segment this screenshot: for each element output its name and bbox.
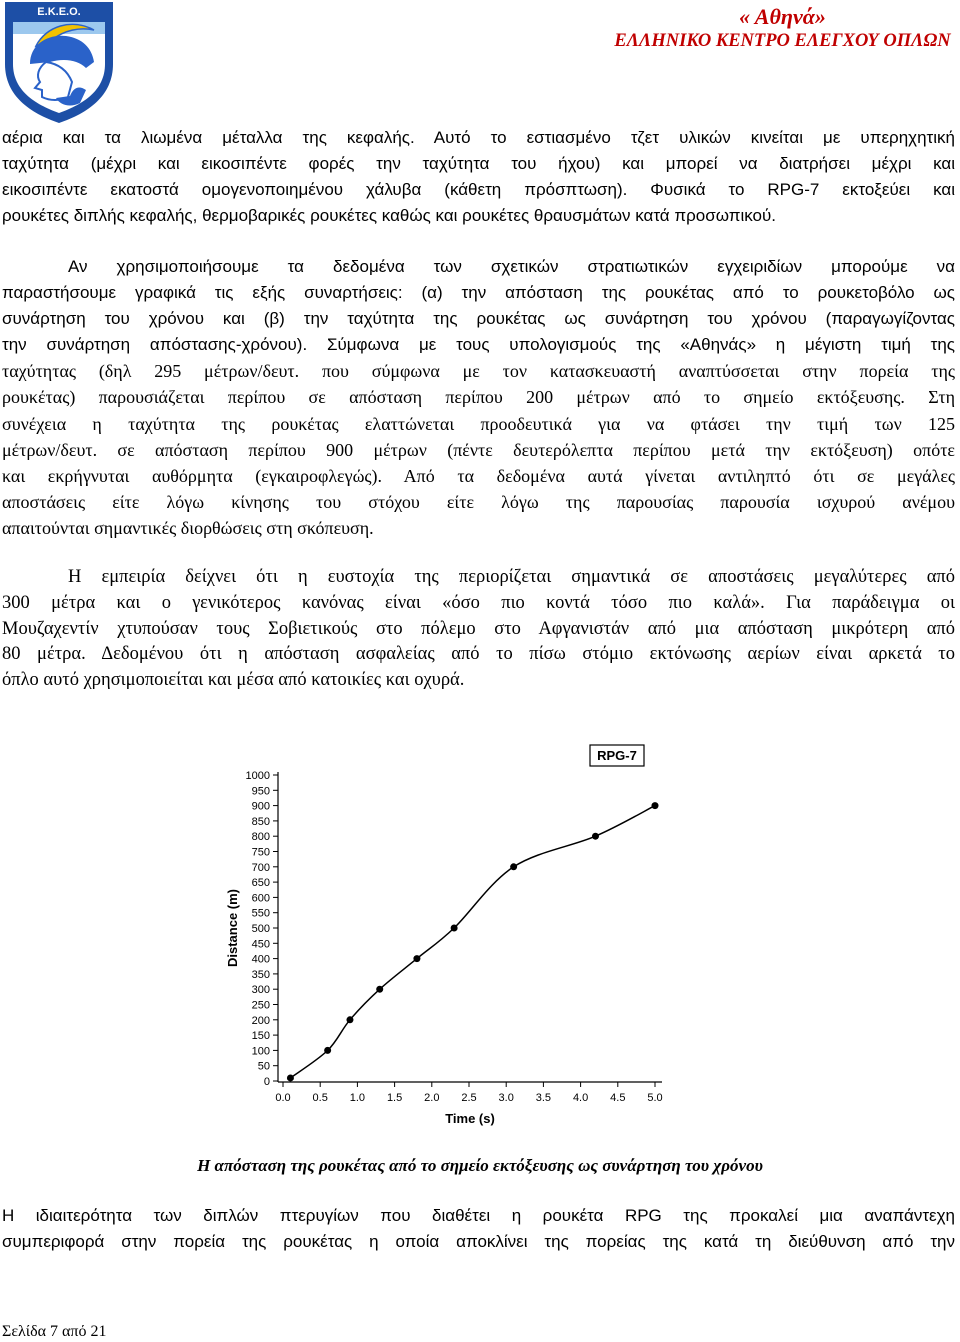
y-tick-label: 1000 (245, 770, 270, 782)
paragraph-1 (2, 125, 955, 229)
data-point (324, 1047, 331, 1054)
y-tick-label: 550 (251, 907, 270, 920)
x-tick-label: 1.5 (386, 1092, 403, 1104)
y-tick-label: 250 (251, 999, 270, 1012)
data-point (451, 925, 458, 932)
paragraph-line: ταχύτητα (μέχρι και εικοσιπέντε φορές την ταχύτητα του ήχου) και μπορεί να διατρήσει μέχρι και (2, 154, 955, 173)
paragraph-line: συνέχεια η ταχύτητα της ρουκέτας ελαττώνεται προοδευτικά για να φτάσει την τιμή των 125 (2, 413, 955, 434)
header-title: « Αθηνά» (739, 4, 826, 29)
paragraph-line: όπλο αυτό χρησιμοποιείται και μέσα από κατοικίες και οχυρά. (2, 670, 465, 691)
x-tick-label: 0.0 (275, 1092, 291, 1104)
paragraph-line: αποστάσεις είτε λόγω κίνησης του στόχου είτε λόγω της παρουσίας παρουσία ισχυρού ανέμου (2, 491, 955, 512)
x-tick-label: 0.5 (312, 1092, 328, 1104)
y-tick-label: 700 (251, 861, 270, 874)
paragraph-line: εικοσιπέντε εκατοστά ομογενοποιημένου χάλυβα (κάθετη πρόσπτωση). Φυσικά το RPG-7 εκτοξεύει και (2, 180, 955, 199)
x-tick-label: 3.0 (498, 1092, 514, 1104)
x-tick-label: 5.0 (647, 1092, 663, 1104)
x-tick-label: 3.5 (535, 1092, 552, 1104)
paragraph-line: μέτρων/δευτ. σε απόσταση περίπου 900 μέτρων (πέντε δευτερόλεπτα περίπου μετά την εκτόξευση) οπότε (2, 439, 955, 460)
figure-caption: Η απόσταση της ρουκέτας από το σημείο εκτόξευσης ως συνάρτηση του χρόνου (197, 1156, 763, 1175)
data-point (287, 1074, 294, 1081)
chart-title: RPG-7 (597, 748, 637, 763)
logo-text: E.K.E.O. (37, 6, 81, 18)
paragraph-line: την συνάρτηση απόστασης-χρόνου). Σύμφωνα με τους υπολογισμούς της «Αθηνάς» η μέγιστη τιμή της (2, 335, 955, 355)
paragraph-3 (2, 565, 955, 694)
y-tick-label: 650 (251, 877, 270, 890)
paragraph-line: ρουκέτες διπλής κεφαλής, θερμοβαρικές ρουκέτες καθώς και ρουκέτες θραυσμάτων κατά προσωπικού. (2, 206, 777, 225)
paragraph-line: παραστήσουμε γραφικά τις εξής συναρτήσεις: (α) την απόσταση της ρουκέτας από το ρουκετοβόλο ως (2, 283, 955, 303)
y-tick-label: 900 (251, 800, 270, 813)
y-tick-label: 600 (251, 892, 270, 905)
paragraph-line: συνάρτηση του χρόνου και (β) την ταχύτητα της ρουκέτας ως συνάρτηση του χρόνου (παραγωγίζοντας (2, 309, 955, 329)
data-point (376, 986, 383, 993)
ekeo-logo (2, 0, 116, 124)
series-line (290, 806, 655, 1078)
data-point (652, 802, 659, 809)
y-tick-label: 850 (251, 815, 270, 828)
distance-time-chart (210, 738, 670, 1138)
paragraph-line: Αν χρησιμοποιήσουμε τα δεδομένα των σχετικών στρατιωτικών εγχειριδίων μπορούμε να (68, 257, 955, 276)
paragraph-line: ταχύτητας (δηλ 295 μέτρων/δευτ. που σύμφωνα με τον κατασκευαστή αναπτύσσεται στην πορεία της (2, 361, 955, 382)
paragraph-line: και εκρήγνυται αυθόρμητα (εγκαιροφλεγώς). Από τα δεδομένα αυτά γίνεται αντιληπτό ότι σε μεγάλες (2, 465, 955, 486)
paragraph-line: Η ιδιαιτερότητα των διπλών πτερυγίων που διαθέτει η ρουκέτα RPG της προκαλεί μια αναπάντεχη (2, 1206, 955, 1225)
page-number: Σελίδα 7 από 21 (2, 1323, 107, 1340)
paragraph-line: αέρια και τα λιωμένα μέταλλα της κεφαλής. Αυτό το εστιασμένο τζετ υλικών κινείται με υπερηχητική (2, 128, 955, 147)
y-tick-label: 300 (251, 984, 270, 997)
y-tick-label: 450 (251, 938, 270, 951)
y-tick-label: 350 (251, 968, 270, 981)
paragraph-2 (2, 254, 955, 541)
y-tick-label: 500 (251, 923, 270, 935)
y-tick-label: 400 (251, 953, 270, 966)
x-tick-label: 1.0 (349, 1092, 366, 1104)
data-point (346, 1016, 353, 1023)
y-tick-label: 0 (263, 1076, 270, 1088)
data-point (510, 863, 517, 870)
x-tick-label: 2.0 (424, 1092, 440, 1104)
paragraph-line: συμπεριφορά στην πορεία της ρουκέτας η οποία αποκλίνει της πορείας της κατά τη διεύθυνση από την (2, 1232, 955, 1251)
paragraph-line: ρουκέτας) παρουσιάζεται περίπου σε απόσταση περίπου 200 μέτρων από το σημείο εκτόξευσης. Στη (2, 387, 955, 408)
paragraph-line: 80 μέτρα. Δεδομένου ότι η απόσταση ασφαλείας από το πίσω στόμιο εκτόνωσης αερίων είναι αρκετά το (2, 644, 955, 665)
y-tick-label: 200 (251, 1014, 270, 1027)
paragraph-line: Μουζαχεντίν χτυπούσαν τους Σοβιετικούς στο πόλεμο στο Αφγανιστάν από μια απόσταση μικρότερη από (2, 618, 955, 639)
y-tick-label: 750 (251, 846, 270, 859)
y-tick-label: 50 (257, 1060, 270, 1073)
data-point (592, 833, 599, 840)
paragraph-line: Η εμπειρία δείχνει ότι η ευστοχία της περιορίζεται σημαντικά σε αποστάσεις μεγαλύτερες από (68, 567, 955, 587)
header-subtitle: ΕΛΛΗΝΙΚΟ ΚΕΝΤΡΟ ΕΛΕΓΧΟΥ ΟΠΛΩΝ (614, 31, 951, 51)
x-axis-label: Time (s) (445, 1111, 495, 1126)
x-tick-label: 4.5 (610, 1092, 626, 1104)
paragraph-line: 300 μέτρα και ο γενικότερος κανόνας είναι «όσο πιο κοντά τόσο πιο καλά». Για παράδειγμα οι (2, 592, 955, 613)
header-block (610, 4, 955, 52)
x-tick-label: 2.5 (461, 1092, 477, 1104)
y-tick-label: 800 (251, 831, 270, 844)
y-tick-label: 950 (251, 785, 270, 798)
x-tick-label: 4.0 (572, 1092, 589, 1104)
paragraph-4 (2, 1203, 955, 1255)
paragraph-line: απαιτούνται σημαντικές διορθώσεις στη σκόπευση. (2, 517, 374, 538)
data-point (413, 955, 420, 962)
y-tick-label: 100 (251, 1045, 270, 1058)
chart-marks (246, 770, 663, 1104)
y-tick-label: 150 (251, 1030, 270, 1043)
y-axis-label: Distance (m) (225, 888, 240, 968)
